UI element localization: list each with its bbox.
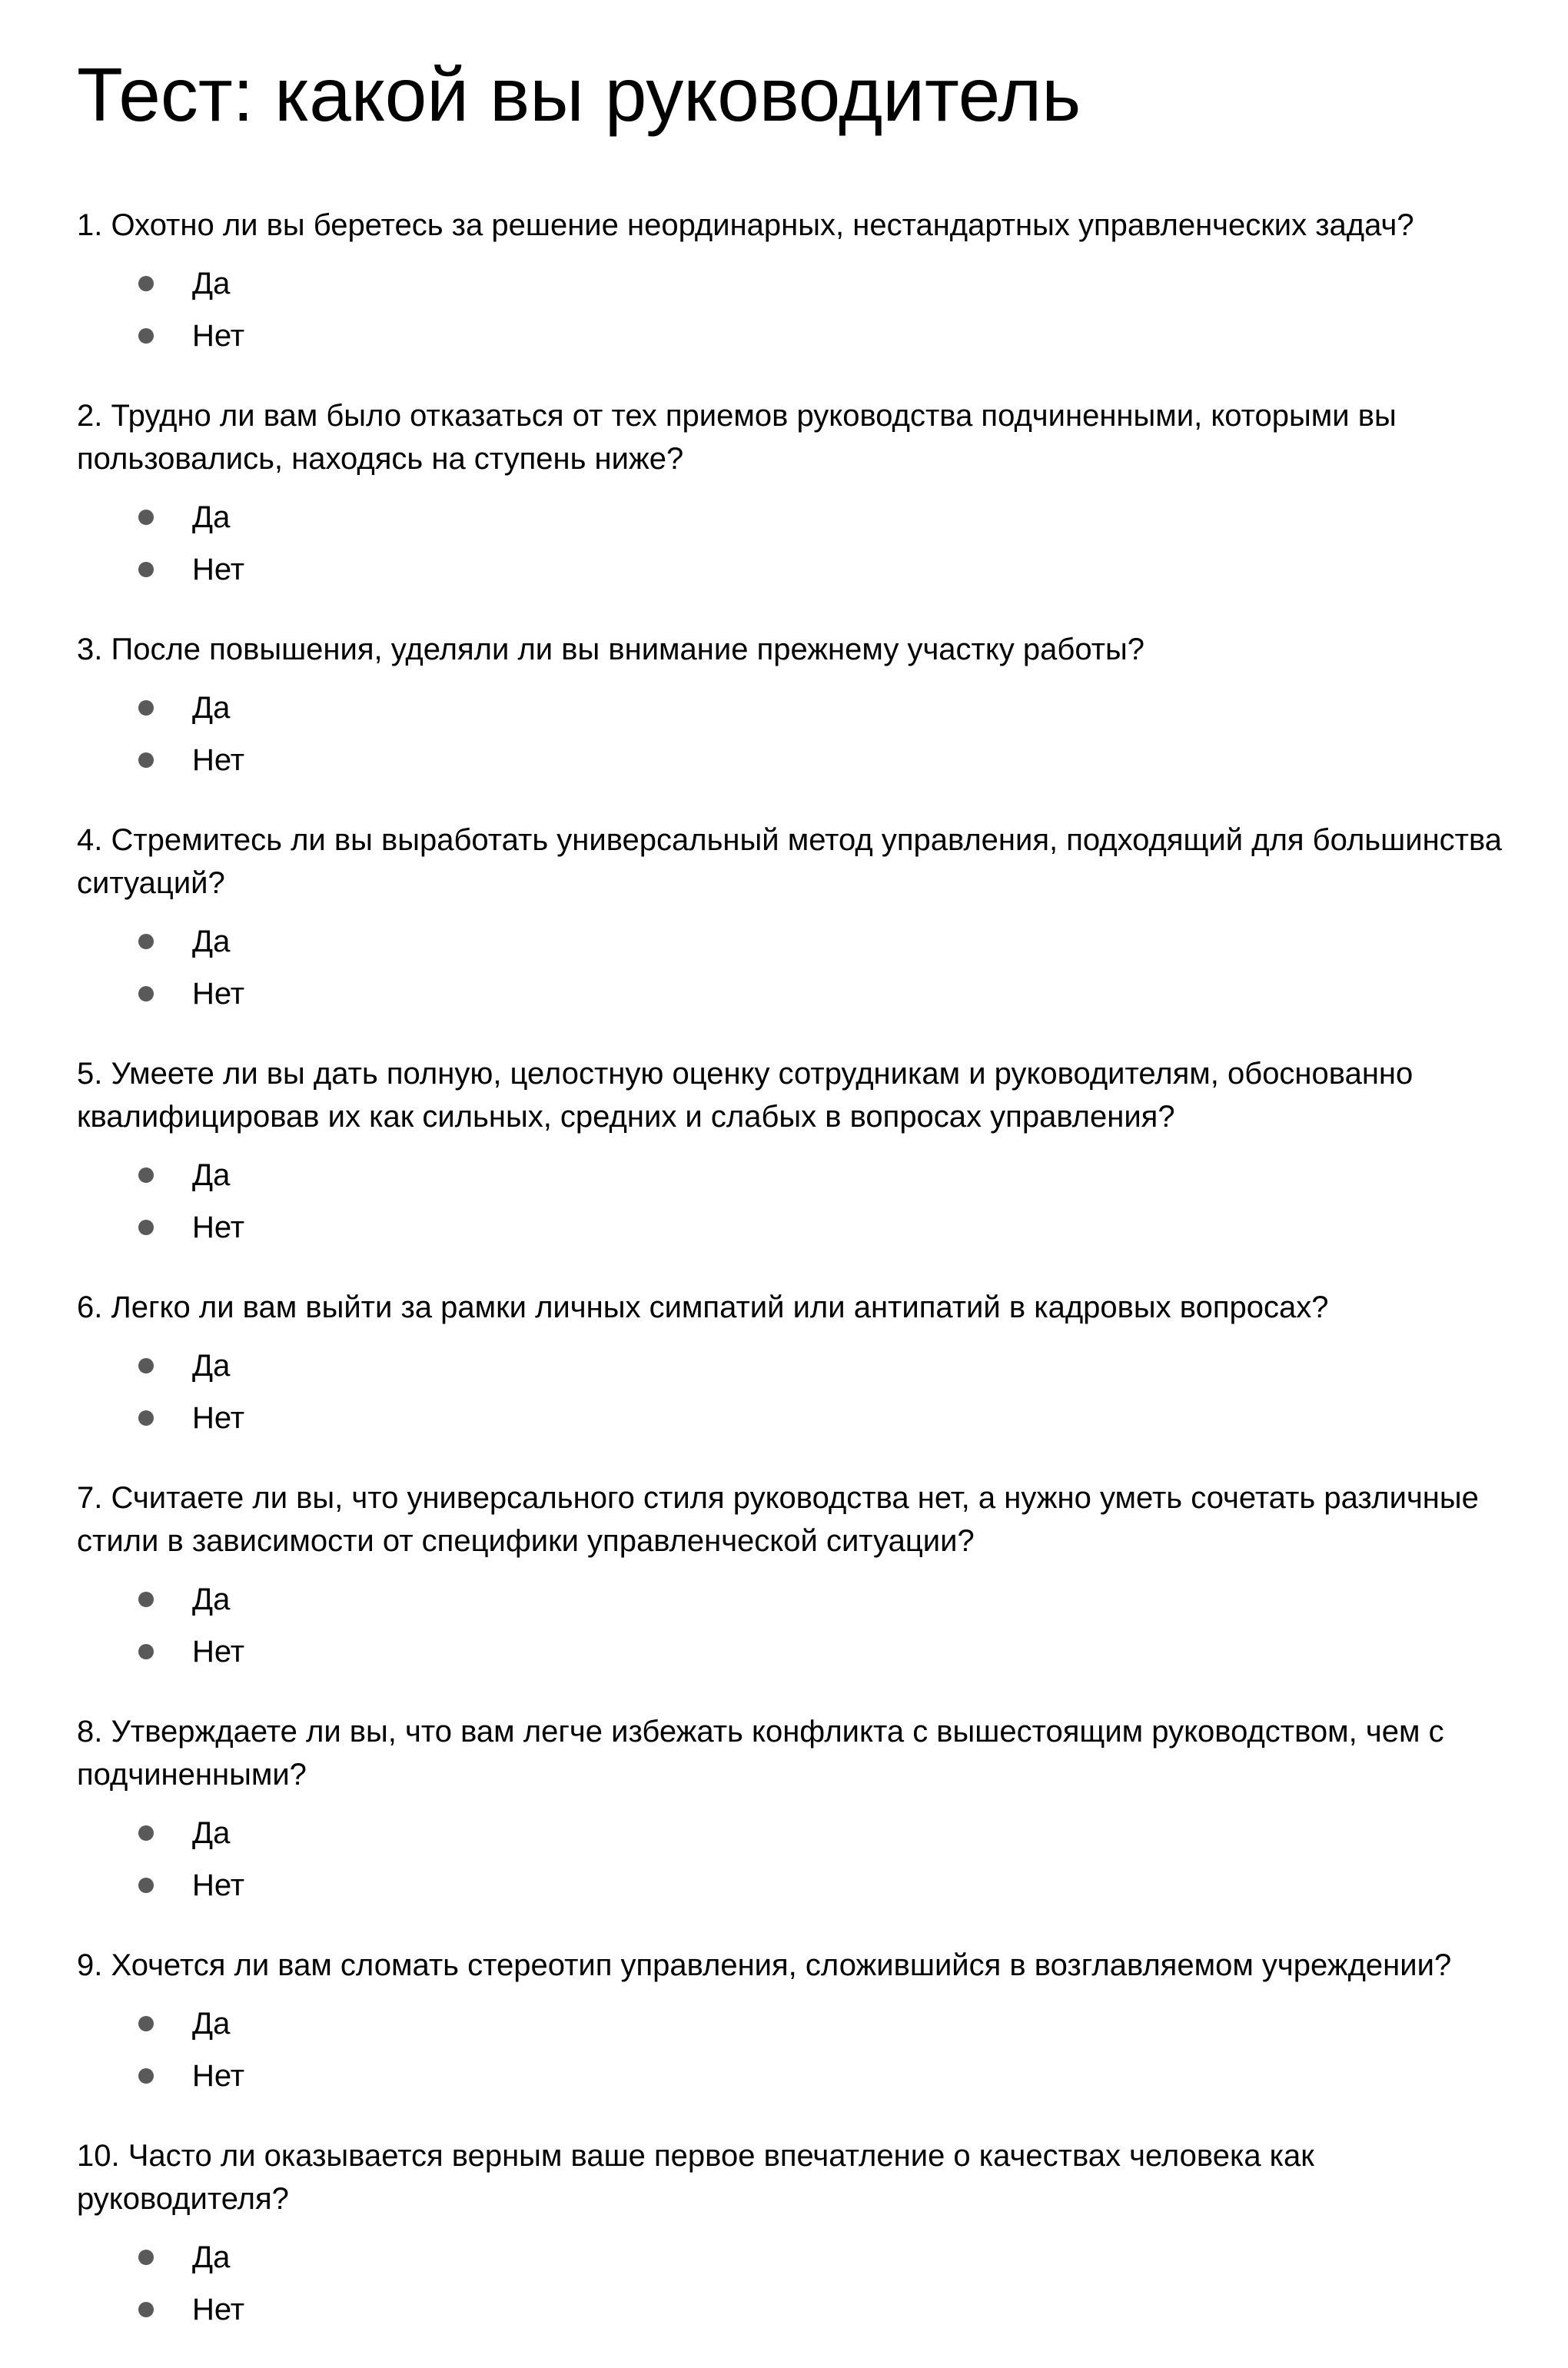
answer-label: Нет <box>192 1400 245 1435</box>
question-text: 1. Охотно ли вы беретесь за решение неординарных, нестандартных управленческих задач? <box>77 208 1414 242</box>
answer-label: Нет <box>192 1868 245 1902</box>
question-item <box>77 1052 1522 1254</box>
question-text: 2. Трудно ли вам было отказаться от тех приемов руководства подчиненными, которыми вы пользовались, находясь на ступень ниже? <box>77 399 1397 476</box>
answer-options <box>77 1573 1522 1678</box>
bullet-icon <box>138 1220 154 1235</box>
question-text: 10. Часто ли оказывается верным ваше первое впечатление о качествах человека как руководителя? <box>77 2139 1314 2216</box>
answer-label: Нет <box>192 2292 245 2326</box>
answer-options <box>77 491 1522 596</box>
bullet-icon <box>138 1358 154 1373</box>
answer-option-yes <box>138 1340 1522 1392</box>
bullet-icon <box>138 328 154 344</box>
answer-label: Нет <box>192 2058 245 2093</box>
page-title: Тест: какой вы руководитель <box>77 52 1081 137</box>
answer-label: Да <box>192 1582 231 1616</box>
question-item <box>77 1944 1522 2102</box>
answer-label: Нет <box>192 552 245 586</box>
answer-options <box>77 2231 1522 2336</box>
bullet-icon <box>138 1878 154 1893</box>
answer-label: Нет <box>192 976 245 1011</box>
answer-label: Да <box>192 1157 231 1192</box>
question-list <box>77 204 1522 2368</box>
answer-option-yes <box>138 2231 1522 2283</box>
answer-option-yes <box>138 1998 1522 2050</box>
bullet-icon <box>138 562 154 577</box>
answer-option-yes <box>138 1573 1522 1626</box>
answer-option-no <box>138 1201 1522 1254</box>
question-text: 6. Легко ли вам выйти за рамки личных симпатий или антипатий в кадровых вопросах? <box>77 1290 1329 1324</box>
answer-options <box>77 1807 1522 1911</box>
answer-options <box>77 1998 1522 2102</box>
answer-option-no <box>138 1392 1522 1444</box>
bullet-icon <box>138 700 154 716</box>
question-item <box>77 204 1522 362</box>
question-item <box>77 628 1522 786</box>
answer-option-no <box>138 310 1522 362</box>
answer-label: Да <box>192 2006 231 2041</box>
bullet-icon <box>138 510 154 525</box>
bullet-icon <box>138 2302 154 2317</box>
answer-label: Да <box>192 924 231 958</box>
answer-option-no <box>138 1859 1522 1911</box>
bullet-icon <box>138 752 154 768</box>
question-text: 5. Умеете ли вы дать полную, целостную оценку сотрудникам и руководителям, обоснованно квалифицировав их как сильных, средних и слабых в вопросах управления? <box>77 1057 1414 1134</box>
answer-options <box>77 915 1522 1020</box>
answer-option-yes <box>138 491 1522 543</box>
answer-option-no <box>138 2050 1522 2102</box>
bullet-icon <box>138 1167 154 1183</box>
question-item <box>77 2134 1522 2336</box>
question-text: 9. Хочется ли вам сломать стереотип управления, сложившийся в возглавляемом учреждении? <box>77 1948 1452 1982</box>
bullet-icon <box>138 986 154 1001</box>
answer-options <box>77 682 1522 786</box>
answer-option-no <box>138 968 1522 1020</box>
answer-label: Нет <box>192 1210 245 1244</box>
bullet-icon <box>138 1825 154 1841</box>
answer-option-no <box>138 1626 1522 1678</box>
question-text: 4. Стремитесь ли вы выработать универсальный метод управления, подходящий для большинства ситуаций? <box>77 823 1503 900</box>
bullet-icon <box>138 1644 154 1659</box>
answer-option-no <box>138 2283 1522 2336</box>
answer-label: Да <box>192 266 231 301</box>
answer-label: Нет <box>192 1634 245 1669</box>
question-item <box>77 1710 1522 1911</box>
bullet-icon <box>138 934 154 949</box>
bullet-icon <box>138 1410 154 1426</box>
bullet-icon <box>138 2068 154 2084</box>
question-text: 7. Считаете ли вы, что универсального стиля руководства нет, а нужно уметь сочетать различные стили в зависимости от специфики управленческой ситуации? <box>77 1481 1479 1558</box>
answer-option-yes <box>138 915 1522 968</box>
answer-label: Да <box>192 1348 231 1383</box>
answer-options <box>77 1149 1522 1254</box>
answer-option-yes <box>138 1807 1522 1859</box>
answer-label: Нет <box>192 742 245 777</box>
answer-option-no <box>138 543 1522 596</box>
question-item <box>77 394 1522 596</box>
answer-options <box>77 257 1522 362</box>
answer-options <box>77 1340 1522 1444</box>
answer-option-no <box>138 734 1522 786</box>
answer-label: Да <box>192 500 231 534</box>
answer-label: Да <box>192 1815 231 1850</box>
question-text: 3. После повышения, уделяли ли вы внимание прежнему участку работы? <box>77 633 1145 666</box>
question-text: 8. Утверждаете ли вы, что вам легче избежать конфликта с вышестоящим руководством, чем с подчиненными? <box>77 1715 1444 1792</box>
answer-label: Да <box>192 2240 231 2274</box>
bullet-icon <box>138 1592 154 1607</box>
answer-label: Да <box>192 690 231 725</box>
question-item <box>77 819 1522 1020</box>
answer-option-yes <box>138 1149 1522 1201</box>
answer-option-yes <box>138 257 1522 310</box>
question-item <box>77 1476 1522 1678</box>
answer-option-yes <box>138 682 1522 734</box>
bullet-icon <box>138 276 154 291</box>
bullet-icon <box>138 2250 154 2265</box>
bullet-icon <box>138 2016 154 2031</box>
answer-label: Нет <box>192 318 245 353</box>
question-item <box>77 1286 1522 1444</box>
